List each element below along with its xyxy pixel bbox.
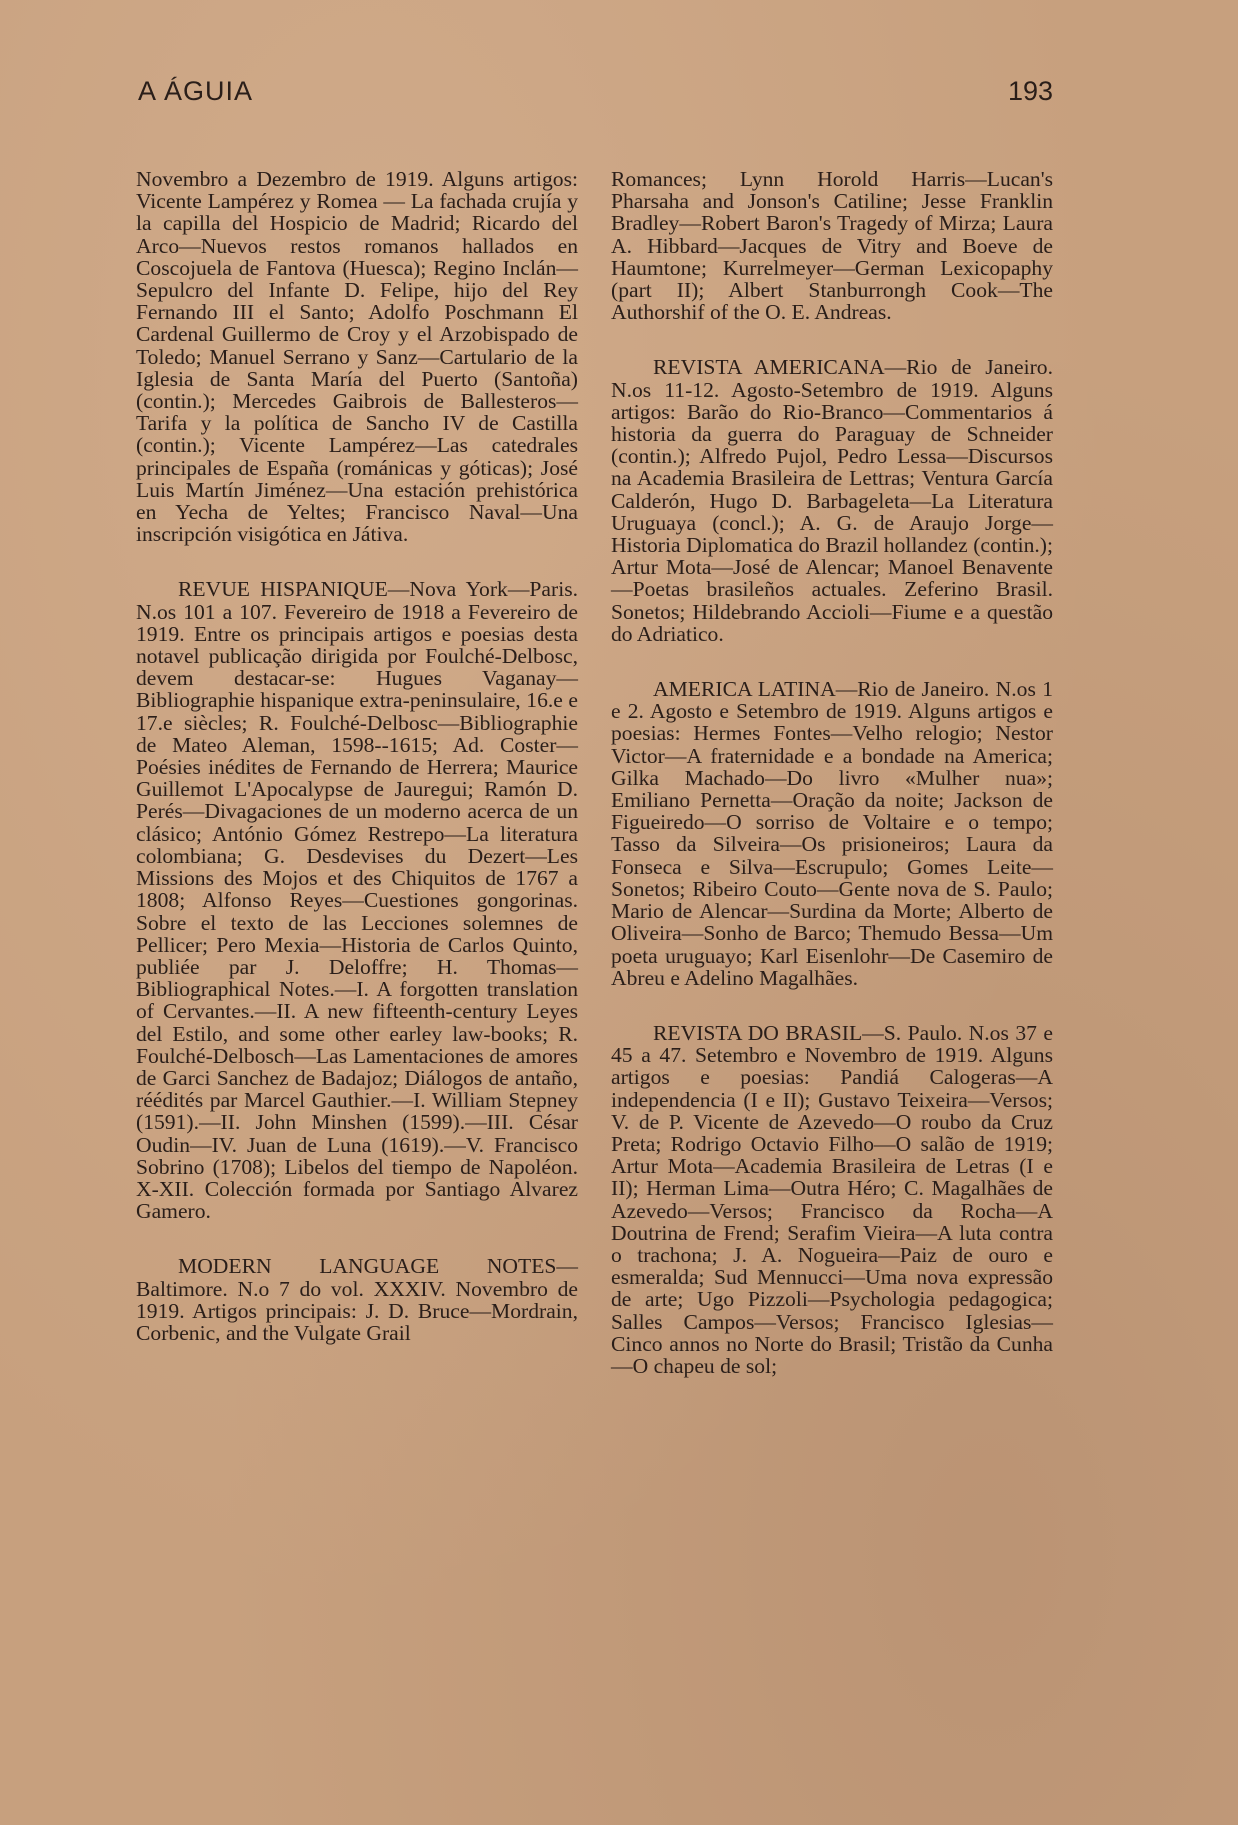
paragraph-revista-americana: REVISTA AMERICANA—Rio de Janeiro. N.os 11-12. Agosto-Setembro de 1919. Alguns artigos: Barão do Rio-Branco—Commentarios á historia da guerra do Paraguay de Schneider (contin.); Alfredo Pujol, Pedro Lessa—Discursos na Academia Brasileira de Lettras; Ventura García Calderón, Hugo D. Barbageleta—La Literatura Uruguaya (concl.); A. G. de Araujo Jorge—Historia Diplomatica do Brazil hollandez (contin.); Artur Mota—José de Alencar; Manoel Benavente—Poetas brasileños actuales. Zeferino Brasil. Sonetos; Hildebrando Accioli—Fiume e a questão do Adriatico.	[611, 355, 1053, 646]
page-number: 193	[1008, 76, 1054, 106]
paragraph-america-latina: AMERICA LATINA—Rio de Janeiro. N.os 1 e 2. Agosto e Setembro de 1919. Alguns artigos e poesias: Hermes Fontes—Velho relogio; Nestor Victor—A fraternidade e a bondade na America; Gilka Machado—Do livro «Mulher nua»; Emiliano Pernetta—Oração da noite; Jackson de Figueiredo—O sorriso de Voltaire e o tempo; Tasso da Silveira—Os prisioneiros; Laura da Fonseca e Silva—Escrupulo; Gomes Leite—Sonetos; Ribeiro Couto—Gente nova de S. Paulo; Mario de Alencar—Surdina da Morte; Alberto de Oliveira—Sonho de Barco; Themudo Bessa—Um poeta uruguayo; Karl Eisenlohr—De Casemiro de Abreu e Adelino Magalhães.	[611, 677, 1053, 990]
paragraph-modern-language-notes: MODERN LANGUAGE NOTES—Baltimore. N.o 7 do vol. XXXIV. Novembro de 1919. Artigos principais: J. D. Bruce—Mordrain, Corbenic, and the Vulgate Grail	[136, 1254, 578, 1345]
paragraph-continuation: Romances; Lynn Horold Harris—Lucan's Pharsaha and Jonson's Catiline; Jesse Franklin Bradley—Robert Baron's Tragedy of Mirza; Laura A. Hibbard—Jacques de Vitry and Boeve de Haumtone; Kurrelmeyer—German Lexicopaphy (part II); Albert Stanburrongh Cook—The Authorshif of the O. E. Andreas.	[611, 167, 1053, 325]
paragraph-revue-hispanique: REVUE HISPANIQUE—Nova York—Paris. N.os 101 a 107. Fevereiro de 1918 a Fevereiro de 1919. Entre os principais artigos e poesias desta notavel publicação dirigida por Foulché-Delbosc, devem destacar-se: Hugues Vaganay—Bibliographie hispanique extra-peninsulaire, 16.e e 17.e siècles; R. Foulché-Delbosc—Bibliographie de Mateo Aleman, 1598--1615; Ad. Coster—Poésies inédites de Fernando de Herrera; Maurice Guillemot L'Apocalypse de Jauregui; Ramón D. Perés—Divagaciones de un moderno acerca de un clásico; António Gómez Restrepo—La literatura colombiana; G. Desdevises du Dezert—Les Missions des Mojos et des Chiquitos de 1767 a 1808; Alfonso Reyes—Cuestiones gongorinas. Sobre el texto de las Lecciones solemnes de Pellicer; Pero Mexia—Historia de Carlos Quinto, publiée par J. Deloffre; H. Thomas—Bibliographical Notes.—I. A forgotten translation of Cervantes.—II. A new fifteenth-century Leyes del Estilo, and some other earley law-books; R. Foulché-Delbosch—Las Lamentaciones de amores de Garci Sanchez de Badajoz; Diálogos de antaño, réédités par Marcel Gauthier.—I. William Stepney (1591).—II. John Minshen (1599).—III. César Oudin—IV. Juan de Luna (1619).—V. Francisco Sobrino (1708); Libelos del tiempo de Napoléon. X-XII. Colección formada por Santiago Alvarez Gamero.	[136, 577, 578, 1224]
running-header-title: A ÁGUIA	[138, 76, 254, 106]
paragraph-continuation: Novembro a Dezembro de 1919. Alguns artigos: Vicente Lampérez y Romea — La fachada crujía y la capilla del Hospicio de Madrid; Ricardo del Arco—Nuevos restos romanos hallados en Coscojuela de Fantova (Huesca); Regino Inclán—Sepulcro del Infante D. Felipe, hijo del Rey Fernando III el Santo; Adolfo Poschmann El Cardenal Guillermo de Croy y el Arzobispado de Toledo; Manuel Serrano y Sanz—Cartulario de la Iglesia de Santa María del Puerto (Santoña) (contin.); Mercedes Gaibrois de Ballesteros—Tarifa y la política de Sancho IV de Castilla (contin.); Vicente Lampérez—Las catedrales principales de España (románicas y góticas); José Luis Martín Jiménez—Una estación prehistórica en Yecha de Yeltes; Francisco Naval—Una inscripción visigótica en Játiva.	[136, 167, 578, 547]
left-column	[136, 168, 578, 1344]
paragraph-revista-do-brasil: REVISTA DO BRASIL—S. Paulo. N.os 37 e 45 a 47. Setembro e Novembro de 1919. Alguns artigos e poesias: Pandiá Calogeras—A independencia (I e II); Gustavo Teixeira—Versos; V. de P. Vicente de Azevedo—O roubo da Cruz Preta; Rodrigo Octavio Filho—O salão de 1919; Artur Mota—Academia Brasileira de Letras (I e II); Herman Lima—Outra Héro; C. Magalhães de Azevedo—Versos; Francisco da Rocha—A Doutrina de Frend; Serafim Vieira—A luta contra o trachona; J. A. Nogueira—Paiz de ouro e esmeralda; Sud Mennucci—Uma nova expressão de arte; Ugo Pizzoli—Psychologia pedagogica; Salles Campos—Versos; Francisco Iglesias—Cinco annos no Norte do Brasil; Tristão da Cunha—O chapeu de sol;	[611, 1020, 1053, 1378]
right-column	[611, 168, 1053, 1377]
